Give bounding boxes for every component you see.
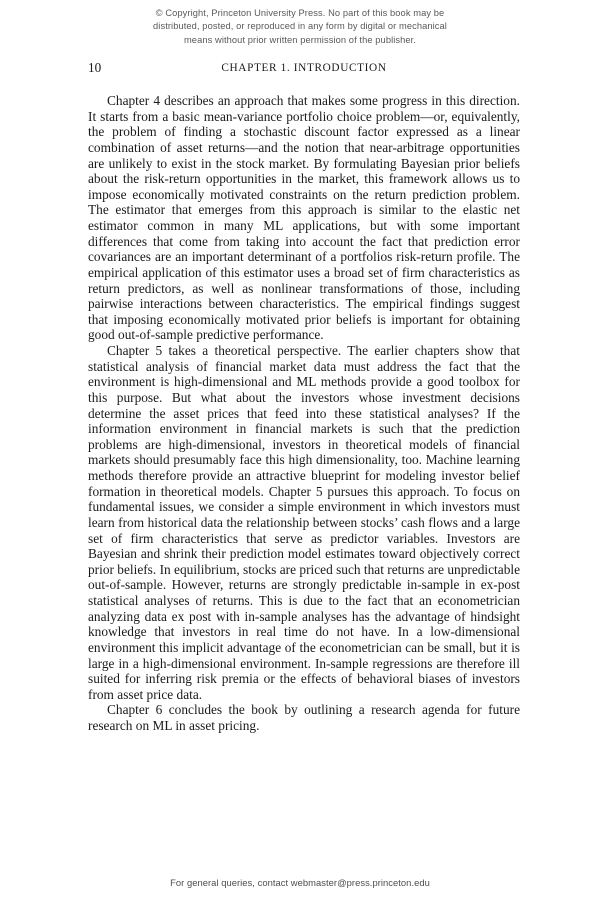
copyright-notice-line-3: means without prior written permission of the publisher.	[183, 34, 417, 45]
body-paragraph: Chapter 4 describes an approach that makes some progress in this direction. It starts from a basic mean-variance portfolio choice problem—or, equivalently, the problem of finding a stochastic discount factor expressed as a linear combination of asset returns—and the notion that near-arbitrage opportunities are unlikely to exist in the stock market. By formulating Bayesian prior beliefs about the risk-return opportunities in the market, this framework allows us to impose economically motivated constraints on the return prediction problem. The estimator that emerges from this approach is similar to the elastic net estimator common in many ML applications, but with some important differences that come from taking into account the fact that prediction error covariances are an important determinant of a portfolios risk-return profile. The empirical application of this estimator uses a broad set of firm characteristics as return predictors, as well as nonlinear transformations of those, including pairwise interactions between characteristics. The empirical findings suggest that imposing economically motivated prior beliefs is important for obtaining good out-of-sample predictive performance.	[88, 93, 520, 343]
running-head	[88, 60, 520, 76]
copyright-notice-line-2: distributed, posted, or reproduced in any form by digital or mechanical	[153, 21, 447, 32]
page-number: 10	[88, 60, 102, 75]
copyright-notice	[110, 7, 490, 47]
chapter-running-title: CHAPTER 1. INTRODUCTION	[221, 62, 387, 74]
copyright-notice-line-1: © Copyright, Princeton University Press. No part of this book may be	[155, 8, 445, 18]
body-paragraph: Chapter 5 takes a theoretical perspective. The earlier chapters show that statistical analysis of financial market data must address the fact that the environment is high-dimensional and ML methods provide a good toolbox for this purpose. But what about the investors whose investment decisions determine the asset prices that feed into these statistical analyses? If the information environment in financial markets is such that the prediction problems are high-dimensional, investors in theoretical models of financial markets should presumably face this high dimensionality, too. Machine learning methods therefore provide an attractive blueprint for modeling investor belief formation in theoretical models. Chapter 5 pursues this approach. To focus on fundamental issues, we consider a simple environment in which investors must learn from historical data the relationship between stocks’ cash flows and a large set of firm characteristics that serve as predictor variables. Investors are Bayesian and shrink their prediction model estimates toward objectively correct prior beliefs. In equilibrium, stocks are priced such that returns are unpredictable out-of-sample. However, returns are strongly predictable in-sample in ex-post statistical analyses of returns. This is due to the fact that an econometrician analyzing data ex post with in-sample analyses has the advantage of hindsight knowledge that investors in real time do not have. In a low-dimensional environment this implicit advantage of the econometrician can be small, but it is large in a high-dimensional environment. In-sample regressions are therefore ill suited for inferring risk premia or the effects of behavioral biases of investors from asset price data.	[88, 343, 520, 702]
body-text-column	[88, 93, 520, 734]
body-paragraph: Chapter 6 concludes the book by outlining a research agenda for future research on ML in asset pricing.	[88, 702, 520, 733]
page-footer: For general queries, contact webmaster@press.princeton.edu	[170, 877, 430, 888]
